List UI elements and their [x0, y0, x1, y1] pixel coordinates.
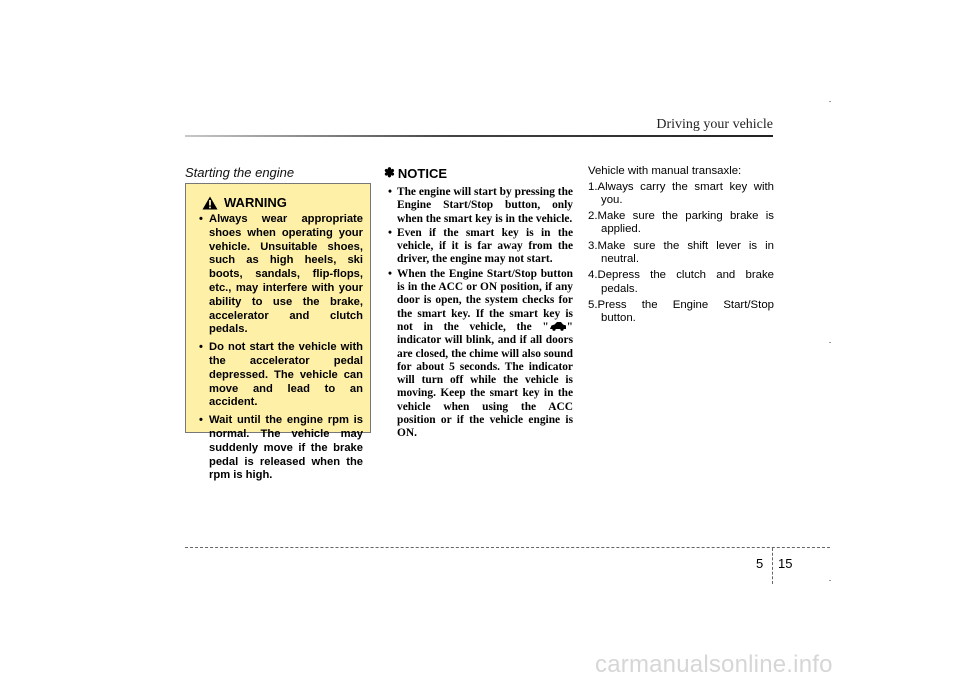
warning-triangle-icon	[202, 196, 218, 210]
notice-header	[384, 165, 573, 181]
watermark: carmanualsonline.info	[595, 651, 833, 678]
footer-rule	[185, 547, 830, 548]
manual-transaxle-steps	[588, 165, 774, 328]
crop-mark	[829, 342, 831, 343]
page-number-divider	[772, 548, 773, 584]
crop-mark	[829, 580, 831, 581]
crop-mark	[829, 101, 831, 102]
chapter-number: 5	[756, 556, 764, 571]
notice-item-text: Even if the smart key is in the vehicle, if it is far away from the driver, the engine may not start.	[397, 226, 573, 266]
notice-item-text-before: When the Engine Start/Stop button is in the ACC or ON position, if any door is open, the system checks for the smart key. If the smart key is not in the vehicle, the "	[397, 267, 573, 333]
warning-title: WARNING	[224, 195, 287, 210]
warning-item: • Wait until the engine rpm is normal. The vehicle may suddenly move if the brake pedal is released when the rpm is high.	[199, 414, 363, 482]
warning-list	[196, 213, 363, 483]
notice-section	[384, 165, 573, 442]
warning-item-text: Do not start the vehicle with the accelerator pedal depressed. The vehicle can move and lead to an accident.	[209, 341, 363, 409]
notice-item: • The engine will start by pressing the Engine Start/Stop button, only when the smart key is in the vehicle.	[388, 186, 573, 225]
step-item: 5.Press the Engine Start/Stop button.	[588, 298, 774, 325]
step-item: 3.Make sure the shift lever is in neutral.	[588, 239, 774, 265]
notice-symbol: ✽	[384, 165, 395, 180]
steps-intro: Vehicle with manual transaxle:	[588, 165, 742, 177]
warning-item: • Do not start the vehicle with the accelerator pedal depressed. The vehicle can move and lead to an accident.	[199, 341, 363, 409]
notice-item-text: The engine will start by pressing the Engine Start/Stop button, only when the smart key is in the vehicle.	[397, 186, 573, 225]
warning-header	[202, 195, 363, 210]
warning-item-text: Always wear appropriate shoes when operating your vehicle. Unsuitable shoes, such as high heels, ski boots, sandals, flip-flops, etc., may interfere with your ability to use the brake, accelerator and clutch pedals.	[209, 213, 363, 336]
notice-title: NOTICE	[397, 165, 448, 181]
section-title: Starting the engine	[185, 165, 295, 180]
warning-item: • Always wear appropriate shoes when operating your vehicle. Unsuitable shoes, such as high heels, ski boots, sandals, flip-flops, etc., may interfere with your ability to use the brake, accelerator and clutch pedals.	[199, 213, 363, 336]
header-rule	[185, 135, 773, 137]
header-title: Driving your vehicle	[656, 117, 773, 132]
step-item: 4.Depress the clutch and brake pedals.	[588, 269, 774, 295]
notice-item-text-after: " indicator will blink, and if all doors are closed, the chime will also sound for about 5 seconds. The indicator will turn off while the vehicle is moving. Keep the smart key in the vehicle when using the ACC position or if the vehicle engine is ON.	[397, 320, 573, 440]
notice-item: • When the Engine Start/Stop button is in the ACC or ON position, if any door is open, the system checks for the smart key. If the smart key is not in the vehicle, the " " indicator will blink, and if all doors are closed, the chime will also sound for about 5 seconds. The indicator will turn off while the vehicle is moving. Keep the smart key in the vehicle when using the ACC position or if the vehicle engine is ON.	[388, 267, 573, 440]
key-car-indicator-icon	[549, 321, 567, 331]
notice-item: • Even if the smart key is in the vehicle, if it is far away from the driver, the engine may not start.	[388, 226, 573, 266]
notice-list	[384, 186, 573, 441]
step-item: 2.Make sure the parking brake is applied.	[588, 210, 774, 236]
page-number: 15	[778, 556, 793, 571]
step-item: 1.Always carry the smart key with you.	[588, 180, 774, 206]
warning-item-text: Wait until the engine rpm is normal. The vehicle may suddenly move if the brake pedal is released when the rpm is high.	[209, 414, 363, 482]
step-list	[588, 181, 774, 326]
warning-box	[185, 183, 371, 482]
